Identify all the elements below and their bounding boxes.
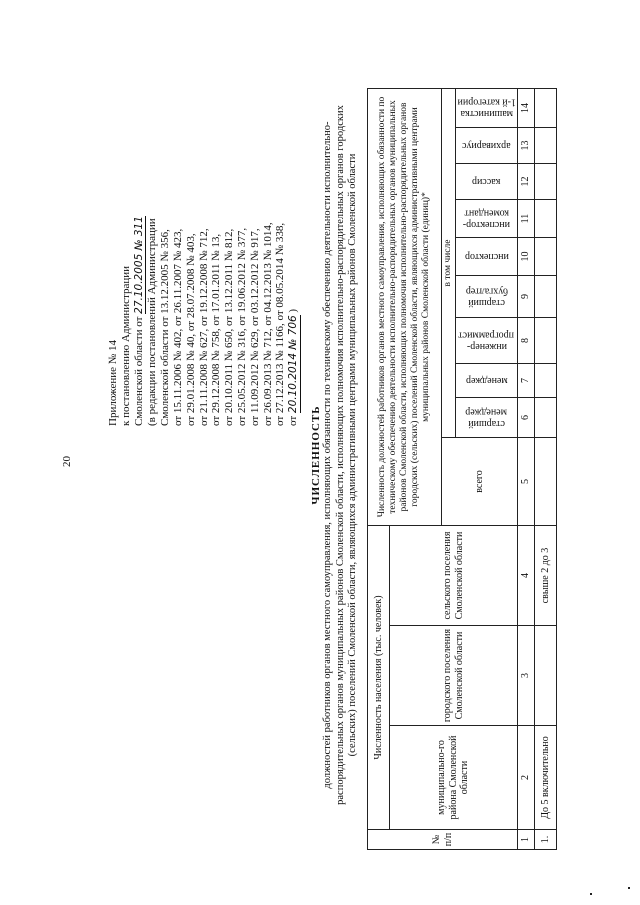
index-cell: 10 <box>518 237 535 275</box>
appendix-line: от 20.10.2011 № 650, от 13.12.2011 № 812, <box>223 228 236 426</box>
index-cell: 12 <box>518 163 535 199</box>
appendix-line: от 26.09.2013 № 712, от 04.12.2013 № 1014, <box>261 222 274 426</box>
index-cell: 11 <box>518 199 535 237</box>
appendix-line: от 29.01.2008 № 40, от 28.07.2008 № 403, <box>184 233 197 426</box>
heading-line: (сельских) поселений Смоленской области, являющихся административными центрами муниципальных районов Смоленской области <box>346 153 358 757</box>
row-value <box>535 275 556 317</box>
index-cell: 5 <box>518 437 535 525</box>
position-typist <box>456 89 518 127</box>
count-header: Численность должностей работников органов местного самоуправления, исполняющих обязанности по техническому обеспечению деятельности исполнительно-распорядительных органов муниципальных районов Смоленской области, исполняющих полномочия исполнительно-распорядительных органов городских (сельских) поселений Смоленской области, являющихся административными центрами муниципальных районов Смоленской области (единиц)* <box>368 89 442 525</box>
heading-line: распорядительных органов муниципальных районов Смоленской области, исполняющих полномочия исполнительно-распорядительных органов городских <box>334 105 346 805</box>
index-cell: 4 <box>518 525 535 625</box>
appendix-line: от 29.12.2008 № 758, от 17.01.2011 № 13, <box>210 233 223 426</box>
row-value <box>535 317 556 363</box>
index-cell: 2 <box>518 725 535 829</box>
position-label: инженер-программист <box>458 329 515 352</box>
position-manager <box>456 363 518 397</box>
document-title: ЧИСЛЕННОСТЬ <box>310 405 322 505</box>
appendix-line: Смоленской области от 13.12.2005 № 356, <box>159 229 172 426</box>
pop-col-urban: городского поселения Смоленской области <box>390 625 518 725</box>
document-heading <box>310 45 359 865</box>
appendix-line: от 21.11.2008 № 627, от 19.12.2008 № 712, <box>197 228 210 426</box>
pop-col-rural: сельского поселения Смоленской области <box>390 525 518 625</box>
page-number: 20 <box>61 456 73 467</box>
position-inspector <box>456 237 518 275</box>
appendix-line: к постановлению Администрации <box>119 265 132 426</box>
row-total <box>535 437 556 525</box>
scan-speck <box>628 887 630 889</box>
appendix-line-text: Смоленской области от <box>132 316 145 426</box>
row-value <box>535 199 556 237</box>
row-value <box>535 397 556 437</box>
index-cell: 3 <box>518 625 535 725</box>
position-archivist <box>456 127 518 163</box>
appendix-last-suffix: ) <box>287 308 300 313</box>
appendix-last-prefix: от <box>287 415 300 426</box>
appendix-line: от 25.05.2012 № 316, от 19.06.2012 № 377, <box>235 227 248 426</box>
handwritten-date: 27.10.2005 № 311 <box>132 216 145 314</box>
row-value <box>535 237 556 275</box>
index-cell: 13 <box>518 127 535 163</box>
position-label: инспектор-комендант <box>462 207 511 230</box>
index-cell: 6 <box>518 397 535 437</box>
index-cell: 9 <box>518 275 535 317</box>
position-inspector-commandant <box>456 199 518 237</box>
row-value <box>535 363 556 397</box>
index-cell: 8 <box>518 317 535 363</box>
pop-col-municipal: муниципально-го района Смоленской области <box>390 725 518 829</box>
position-cashier <box>456 163 518 199</box>
appendix-line: (в редакции постановлений Администрации <box>146 218 159 426</box>
appendix-line: от 27.12.2013 № 1166, от 08.05.2014 № 338, <box>274 222 287 426</box>
index-cell: 7 <box>518 363 535 397</box>
appendix-line: от 11.09.2012 № 629, от 03.12.2012 № 917, <box>248 228 261 426</box>
position-label: инспектор <box>464 251 509 263</box>
row-value <box>535 89 556 127</box>
position-label: старший бухгалтер <box>465 285 508 308</box>
incl-header: в том числе <box>442 89 456 437</box>
scan-speck <box>590 893 592 895</box>
staff-table <box>367 88 557 850</box>
appendix-line <box>133 56 147 426</box>
appendix-last-line <box>287 56 301 426</box>
heading-line: должностей работников органов местного самоуправления, исполняющих обязанности по техническому обеспечению деятельности исполнительно- <box>322 121 334 789</box>
row-rural-pop: свыше 2 до 3 <box>535 525 556 625</box>
position-label: машинистка 1-й категории <box>457 97 516 120</box>
total-header: всего <box>442 437 518 525</box>
appendix-block <box>107 56 301 426</box>
row-num: 1. <box>535 829 556 849</box>
handwritten-amendment: 20.10.2014 № 706 <box>287 315 300 414</box>
index-cell: 14 <box>518 89 535 127</box>
position-label: старший менеджер <box>465 406 508 429</box>
position-senior-accountant <box>456 275 518 317</box>
row-value <box>535 163 556 199</box>
appendix-title: Приложение № 14 <box>107 339 119 426</box>
position-label: кассир <box>472 176 501 188</box>
row-value <box>535 127 556 163</box>
index-cell: 1 <box>518 829 535 849</box>
col-header-num: № п/п <box>368 829 518 849</box>
position-label: архивариус <box>462 140 511 152</box>
position-label: менеджер <box>465 375 508 387</box>
row-municipal-pop: До 5 включительно <box>535 725 556 829</box>
position-senior-manager <box>456 397 518 437</box>
appendix-line: от 15.11.2006 № 402, от 26.11.2007 № 423, <box>171 228 184 426</box>
position-programmer <box>456 317 518 363</box>
row-urban-pop <box>535 625 556 725</box>
population-header: Численность населения (тыс. человек) <box>368 525 390 829</box>
